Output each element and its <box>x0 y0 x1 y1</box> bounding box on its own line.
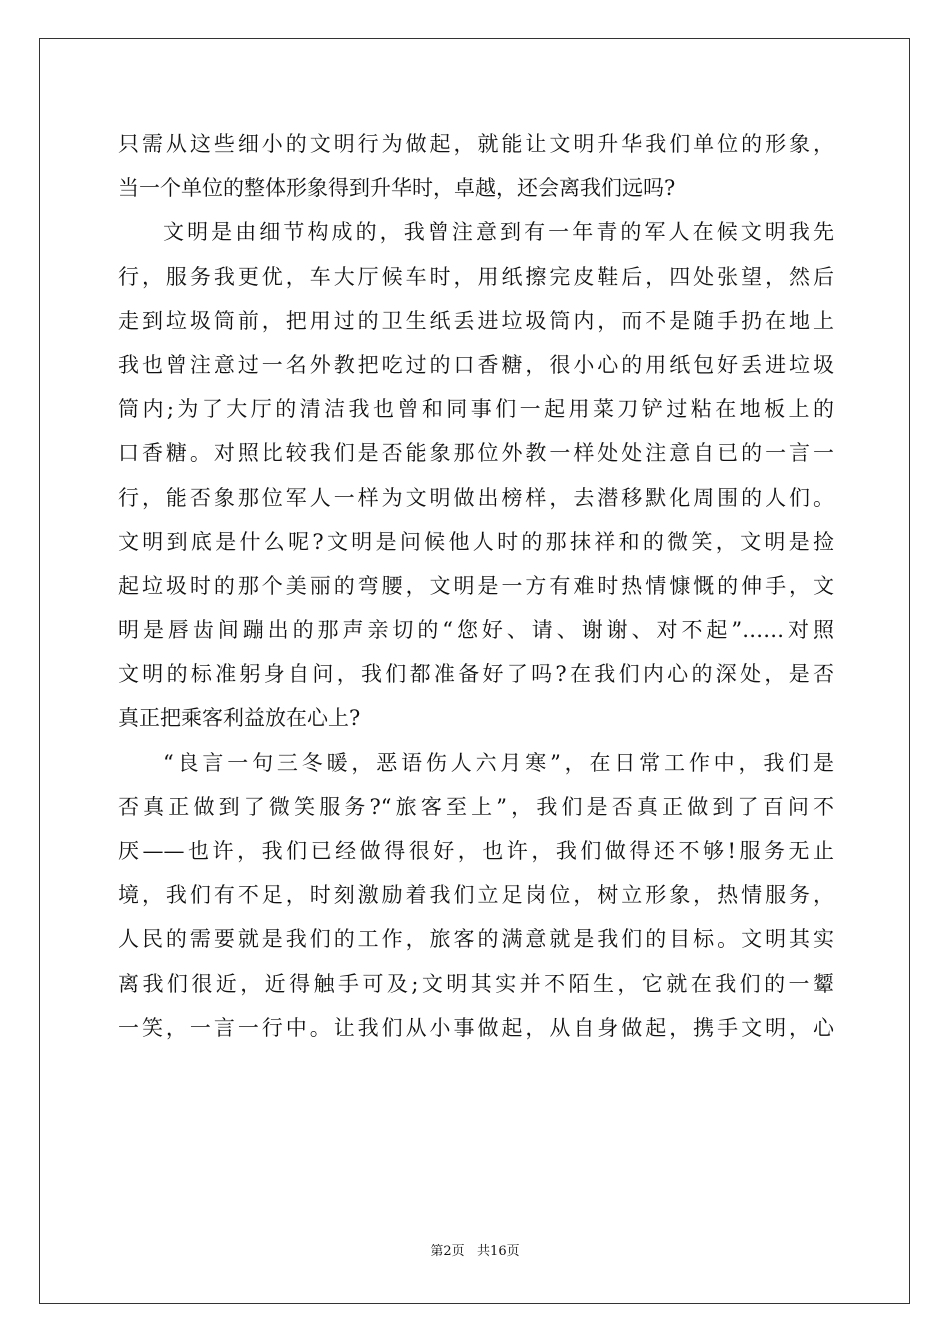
text-line: 文明到底是什么呢?文明是问候他人时的那抹祥和的微笑，文明是捡 <box>118 529 834 554</box>
text-line: 走到垃圾筒前，把用过的卫生纸丢进垃圾筒内，而不是随手扔在地上 <box>118 308 834 333</box>
page-footer <box>0 1240 950 1259</box>
text-line: 文明的标准躬身自问，我们都准备好了吗?在我们内心的深处，是否 <box>118 662 834 687</box>
text-line: “良言一句三冬暖，恶语伤人六月寒”，在日常工作中，我们是 <box>163 750 834 775</box>
text-line: 真正把乘客利益放在心上? <box>118 706 361 731</box>
text-line: 起垃圾时的那个美丽的弯腰，文明是一方有难时热情慷慨的伸手，文 <box>118 573 834 598</box>
text-line: 境，我们有不足，时刻激励着我们立足岗位，树立形象，热情服务， <box>118 883 834 908</box>
text-line: 筒内;为了大厅的清洁我也曾和同事们一起用菜刀铲过粘在地板上的 <box>118 397 834 422</box>
text-line: 厌——也许，我们已经做得很好，也许，我们做得还不够!服务无止 <box>118 839 834 863</box>
page-number: 第2页 共16页 <box>430 1244 520 1259</box>
document-body <box>118 122 834 1050</box>
text-line: 一笑，一言一行中。让我们从小事做起，从自身做起，携手文明，心 <box>118 1015 834 1040</box>
text-line: 明是唇齿间蹦出的那声亲切的“您好、请、谢谢、对不起”……对照 <box>118 618 834 643</box>
text-line: 否真正做到了微笑服务?“旅客至上”，我们是否真正做到了百问不 <box>118 794 834 819</box>
text-line: 文明是由细节构成的，我曾注意到有一年青的军人在候文明我先 <box>163 220 834 245</box>
text-line: 人民的需要就是我们的工作，旅客的满意就是我们的目标。文明其实 <box>118 927 834 952</box>
text-line: 离我们很近，近得触手可及;文明其实并不陌生，它就在我们的一颦 <box>118 971 834 996</box>
text-line: 我也曾注意过一名外教把吃过的口香糖，很小心的用纸包好丢进垃圾 <box>118 352 834 377</box>
text-line: 当一个单位的整体形象得到升华时，卓越，还会离我们远吗? <box>118 176 676 201</box>
text-line: 行，能否象那位军人一样为文明做出榜样，去潜移默化周围的人们。 <box>118 485 834 510</box>
text-line: 只需从这些细小的文明行为做起，就能让文明升华我们单位的形象， <box>118 132 834 156</box>
text-line: 行，服务我更优，车大厅候车时，用纸擦完皮鞋后，四处张望，然后 <box>118 264 834 289</box>
text-line: 口香糖。对照比较我们是否能象那位外教一样处处注意自已的一言一 <box>118 441 834 466</box>
